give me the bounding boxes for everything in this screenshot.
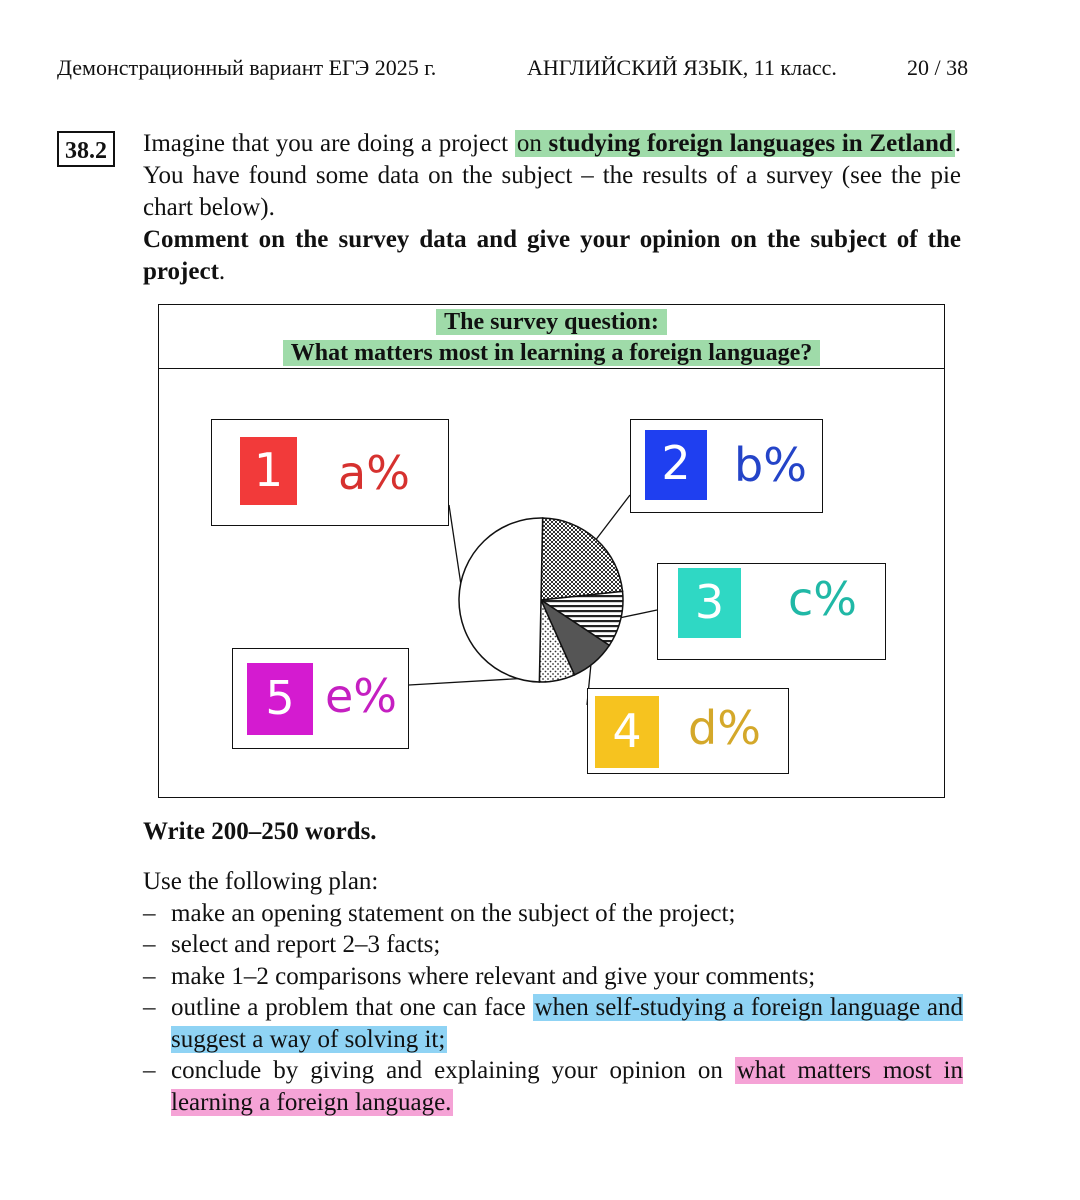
task-comment-instruction xyxy=(143,224,961,288)
plan-item-text: outline a problem that one can face xyxy=(171,994,533,1021)
plan-dash: – xyxy=(143,1057,156,1084)
leader-line-2 xyxy=(594,495,630,543)
essay-plan xyxy=(143,866,963,1118)
plan-item-text: make an opening statement on the subject of the project; xyxy=(171,899,736,927)
plan-highlight-opinion: what matters most in learning a foreign language. xyxy=(171,1057,963,1116)
slice-1-percent: a% xyxy=(338,446,410,500)
plan-item xyxy=(143,898,963,930)
pie-slice-2 xyxy=(541,518,623,600)
plan-item xyxy=(143,929,963,961)
plan-item-text: select and report 2–3 facts; xyxy=(171,931,441,958)
slice-3-number: 3 xyxy=(678,568,741,638)
slice-3-percent: c% xyxy=(788,572,857,626)
plan-item xyxy=(143,1055,963,1118)
plan-dash: – xyxy=(143,931,156,958)
slice-2-percent: b% xyxy=(734,438,807,492)
pie-slices xyxy=(459,518,623,682)
survey-question-text: What matters most in learning a foreign language? xyxy=(283,340,821,366)
callout-4 xyxy=(587,688,789,774)
intro-text: Imagine that you are doing a project xyxy=(143,130,515,157)
survey-chart-box xyxy=(158,304,945,798)
pie-slice-1 xyxy=(459,518,543,682)
plan-list xyxy=(143,898,963,1119)
callout-1 xyxy=(211,419,449,526)
plan-highlight-problem: when self-studying a foreign language and suggest a way of solving it; xyxy=(171,994,964,1053)
word-count-instruction: Write 200–250 words. xyxy=(143,818,377,845)
callout-3 xyxy=(657,563,886,660)
task-intro-paragraph xyxy=(143,128,961,224)
plan-dash: – xyxy=(143,962,156,990)
plan-item-text: conclude by giving and explaining your opinion on xyxy=(171,1057,735,1084)
survey-question-label: The survey question: xyxy=(436,309,667,335)
intro-text-rest: . You have found some data on the subject – the results of a survey (see the pie chart below). xyxy=(143,130,962,221)
plan-dash: – xyxy=(143,994,156,1021)
plan-dash: – xyxy=(143,899,156,927)
plan-title: Use the following plan: xyxy=(143,868,379,895)
plan-item-text: make 1–2 comparisons where relevant and give your comments; xyxy=(171,962,816,990)
header-subject: АНГЛИЙСКИЙ ЯЗЫК, 11 класс. xyxy=(527,55,837,80)
slice-5-number: 5 xyxy=(247,663,313,735)
task-number: 38.2 xyxy=(57,131,115,167)
slice-2-number: 2 xyxy=(645,430,707,500)
header-exam-title: Демонстрационный вариант ЕГЭ 2025 г. xyxy=(57,55,437,80)
callout-2 xyxy=(630,419,823,513)
comment-instruction-period: . xyxy=(218,258,226,285)
project-topic: studying foreign languages in Zetland xyxy=(548,130,953,157)
slice-4-number: 4 xyxy=(595,696,659,768)
slice-5-percent: e% xyxy=(325,669,398,723)
slice-1-number: 1 xyxy=(240,437,297,505)
plan-item xyxy=(143,992,963,1055)
task-instructions xyxy=(143,128,961,288)
header-page-number: 20 / 38 xyxy=(907,55,969,80)
slice-4-percent: d% xyxy=(688,701,761,755)
comment-instruction-text: Comment on the survey data and give your opinion on the subject of the project xyxy=(143,226,961,285)
plan-item xyxy=(143,961,963,993)
intro-highlight xyxy=(515,130,955,157)
intro-text-on: on xyxy=(516,130,549,157)
callout-5 xyxy=(232,648,409,749)
